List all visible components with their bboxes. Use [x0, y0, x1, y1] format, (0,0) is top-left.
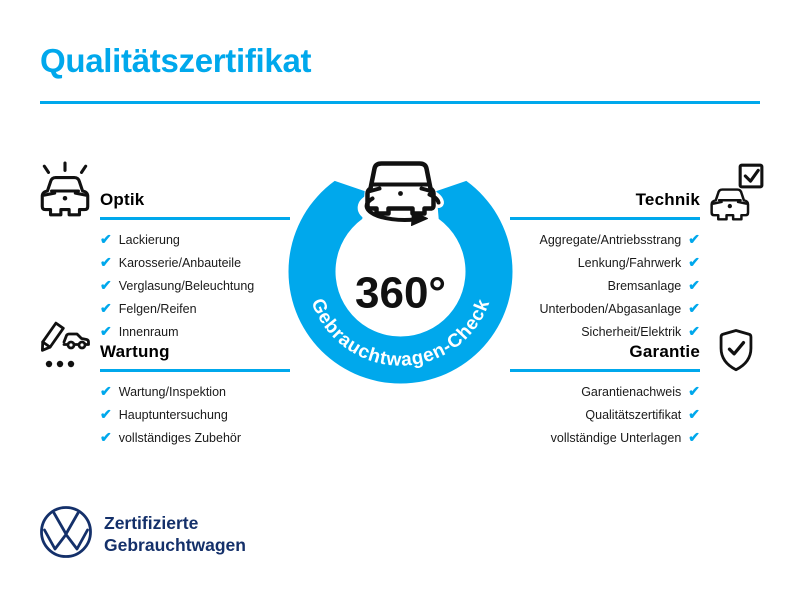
section-title-optik: Optik	[100, 190, 290, 220]
footer-line1: Zertifizierte	[104, 513, 199, 533]
section-title-garantie: Garantie	[510, 342, 700, 372]
check-icon: ✔	[688, 254, 700, 270]
section-wartung	[100, 342, 290, 449]
check-icon: ✔	[100, 277, 112, 293]
section-technik	[510, 190, 700, 343]
check-item: ✔ Felgen/Reifen	[100, 300, 197, 316]
check-icon: ✔	[688, 277, 700, 293]
check-item: Sicherheit/Elektrik ✔	[581, 323, 700, 339]
check-item: Garantienachweis ✔	[581, 383, 700, 399]
check-icon: ✔	[688, 323, 700, 339]
section-title-technik: Technik	[510, 190, 700, 220]
check-icon: ✔	[100, 323, 112, 339]
degree-value: 360°	[354, 268, 447, 318]
check-icon: ✔	[100, 406, 112, 422]
check-item: vollständige Unterlagen ✔	[550, 429, 700, 445]
wartung-checklist	[100, 380, 290, 449]
page-title: Qualitätszertifikat	[40, 42, 312, 79]
check-icon: ✔	[688, 300, 700, 316]
check-item: ✔ Innenraum	[100, 323, 179, 339]
check-icon: ✔	[100, 231, 112, 247]
car-shine-icon	[34, 160, 96, 222]
check-item: Aggregate/Antriebsstrang ✔	[539, 231, 700, 247]
check-item: ✔ Hauptuntersuchung	[100, 406, 228, 422]
section-optik	[100, 190, 290, 343]
check-item: ✔ vollständiges Zubehör	[100, 429, 242, 445]
check-item: Bremsanlage ✔	[607, 277, 700, 293]
check-item: Unterboden/Abgasanlage ✔	[539, 300, 700, 316]
check-icon: ✔	[688, 383, 700, 399]
check-item: Lenkung/Fahrwerk ✔	[577, 254, 700, 270]
360-check-ring	[283, 153, 518, 388]
vw-logo	[38, 504, 94, 560]
section-garantie	[510, 342, 700, 449]
check-icon: ✔	[100, 429, 112, 445]
check-item: ✔ Verglasung/Beleuchtung	[100, 277, 255, 293]
car-rotate-icon	[363, 164, 438, 226]
ring-label: Gebrauchtwagen-Check	[306, 295, 495, 371]
check-item: ✔ Karosserie/Anbauteile	[100, 254, 242, 270]
technik-checklist	[510, 228, 700, 343]
shield-check-icon	[708, 324, 764, 380]
check-icon: ✔	[100, 254, 112, 270]
check-item: Qualitätszertifikat ✔	[585, 406, 700, 422]
title-divider	[40, 101, 760, 104]
car-checkbox-icon	[704, 160, 766, 222]
check-icon: ✔	[688, 429, 700, 445]
check-item: ✔ Lackierung	[100, 231, 180, 247]
check-icon: ✔	[100, 300, 112, 316]
check-icon: ✔	[100, 383, 112, 399]
check-icon: ✔	[688, 231, 700, 247]
garantie-checklist	[510, 380, 700, 449]
optik-checklist	[100, 228, 290, 343]
section-title-wartung: Wartung	[100, 342, 290, 372]
check-icon: ✔	[688, 406, 700, 422]
footer-brand-text	[104, 512, 246, 556]
service-pencil-car-icon	[34, 318, 94, 378]
footer-line2: Gebrauchtwagen	[104, 535, 246, 555]
check-item: ✔ Wartung/Inspektion	[100, 383, 226, 399]
